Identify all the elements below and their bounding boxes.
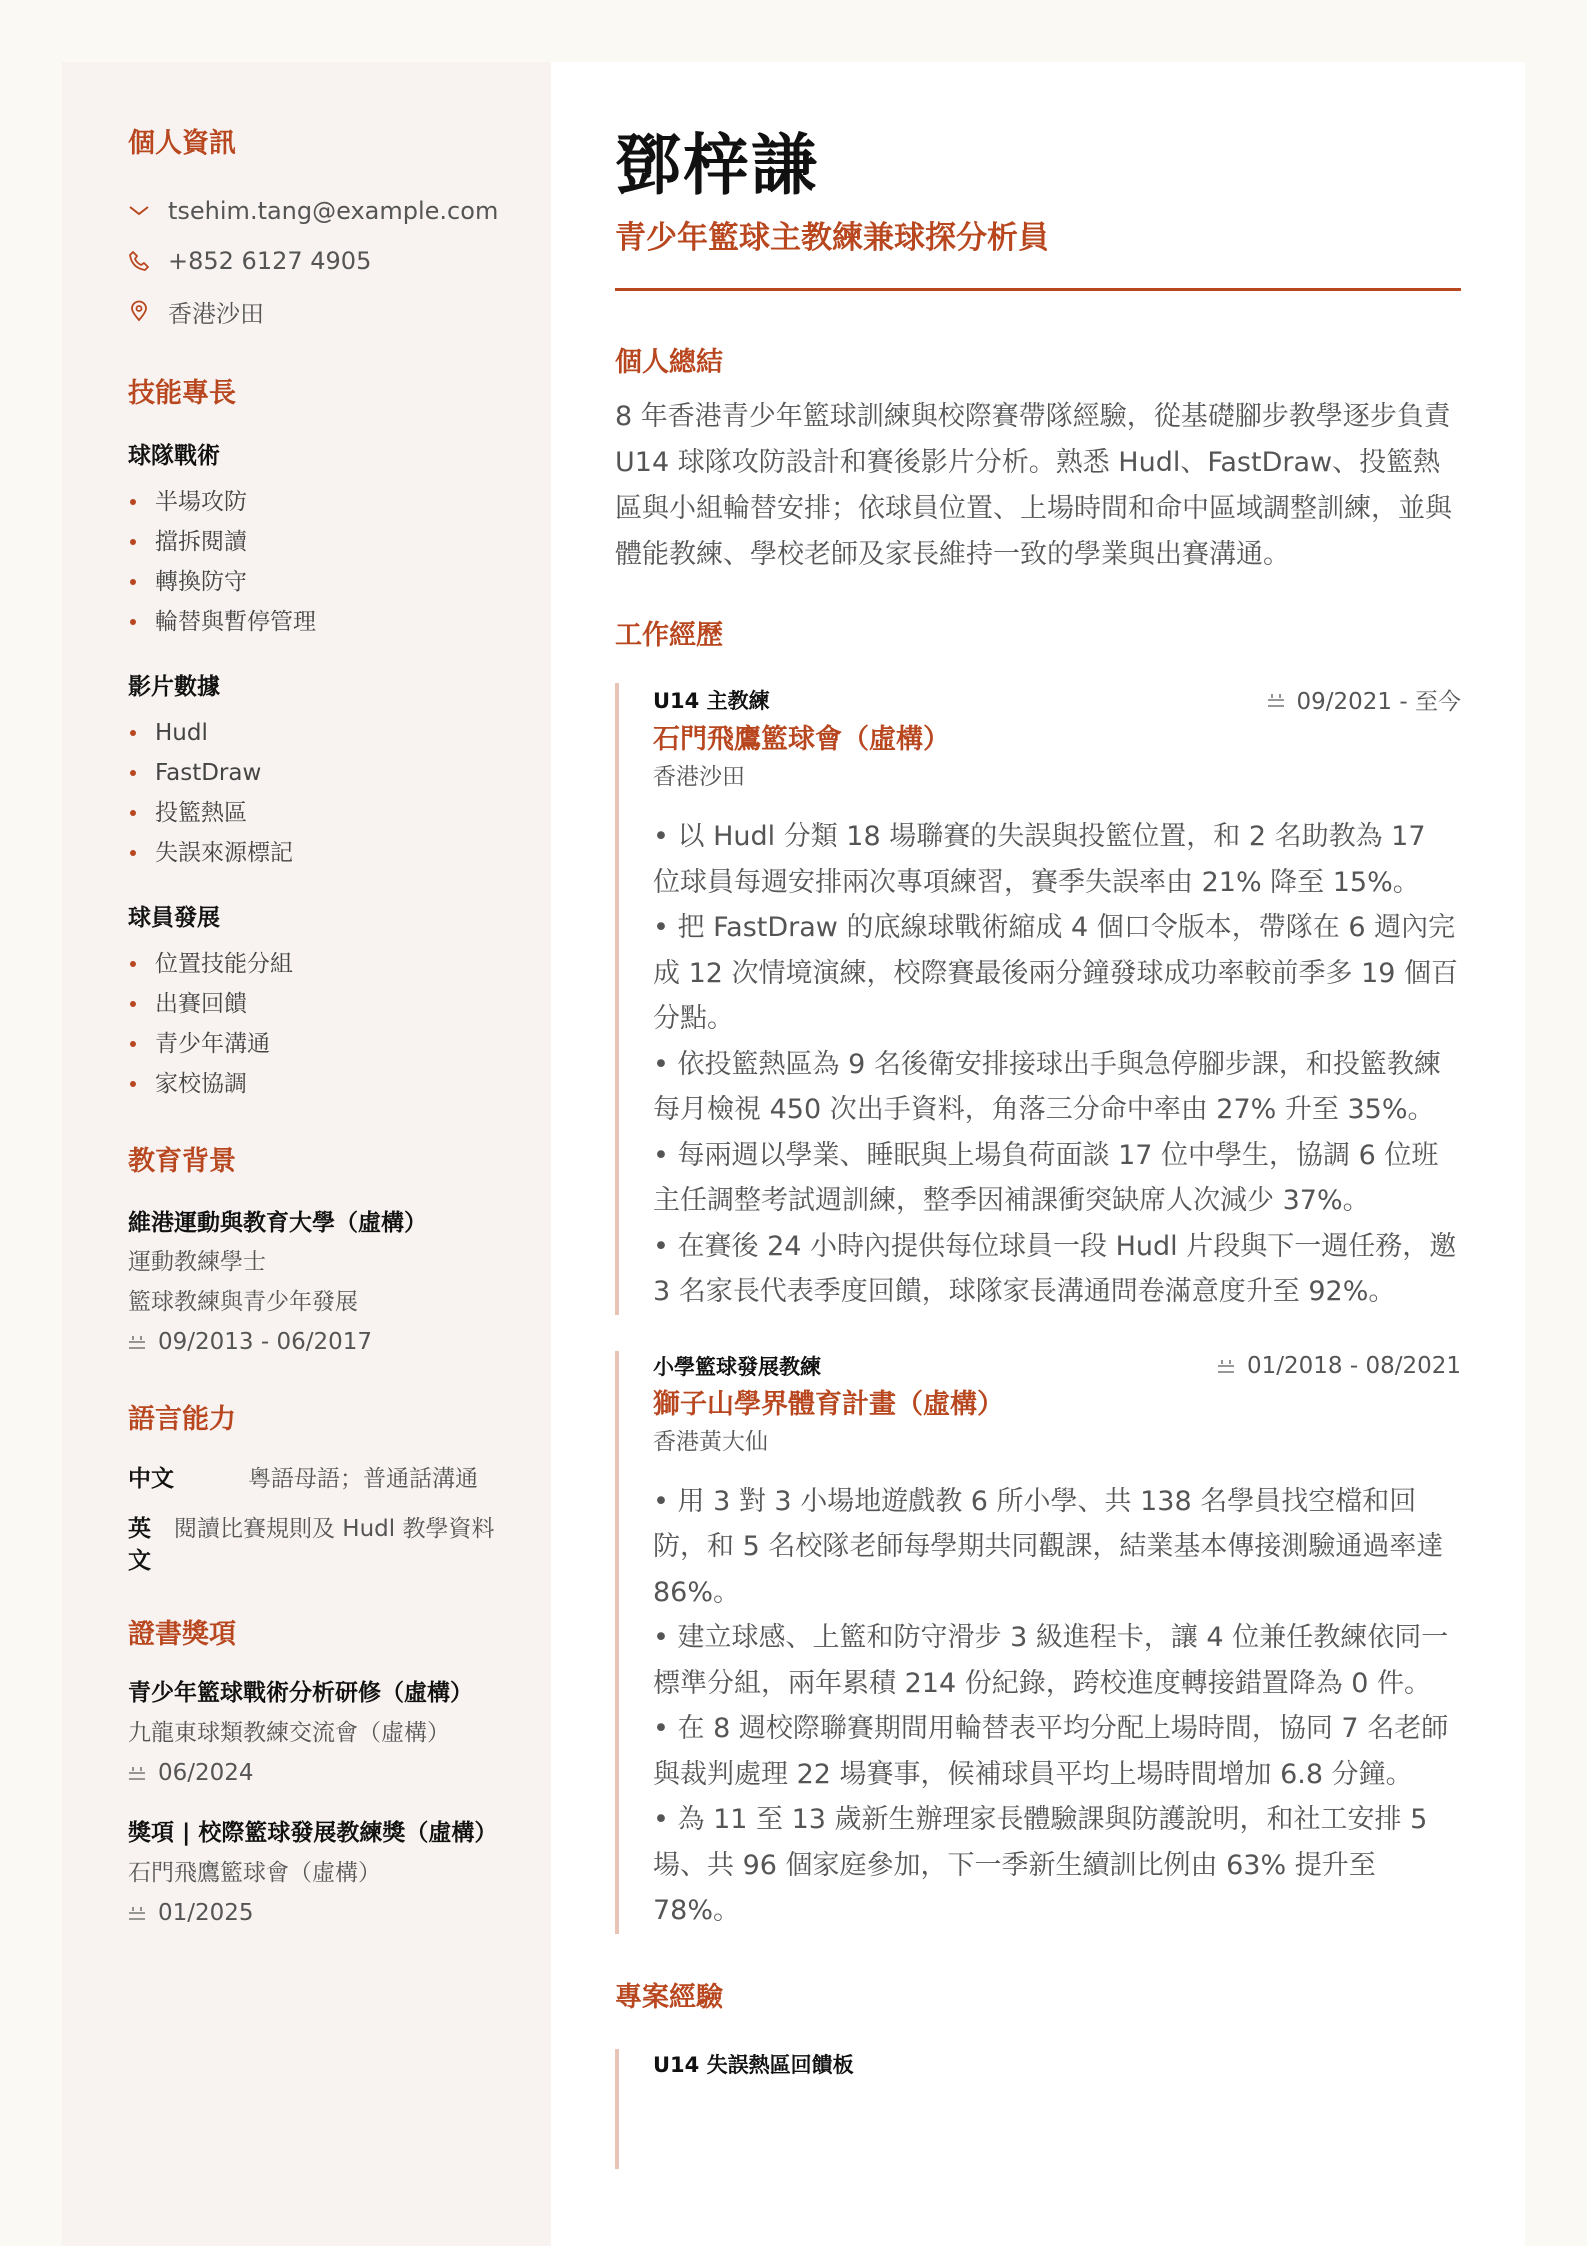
certificates-section <box>128 1619 511 1933</box>
education-dates <box>128 1322 511 1362</box>
calendar-icon <box>1217 1359 1235 1373</box>
phone-row[interactable] <box>128 236 511 286</box>
job-date-text: 01/2018 - 08/2021 <box>1246 1352 1461 1379</box>
project-title: U14 失誤熱區回饋板 <box>653 2052 854 2077</box>
job-bullet: • 為 11 至 13 歲新生辦理家長體驗課與防護說明，和社工安排 5 場、共 96 個家庭參加，下一季新生續訓比例由 63% 提升至 78%。 <box>653 1804 1428 1927</box>
language-desc: 閱讀比賽規則及 Hudl 教學資料 <box>174 1515 495 1542</box>
phone-text[interactable]: +852 6127 4905 <box>168 247 372 276</box>
header-divider <box>615 288 1461 291</box>
skill-group-title: 影片數據 <box>128 673 220 700</box>
phone-icon <box>128 250 150 272</box>
job-date-text: 09/2021 - 至今 <box>1296 689 1461 716</box>
certificate-item <box>128 1677 511 1793</box>
skill-item: 轉換防守 <box>128 562 511 602</box>
job-entry <box>615 1351 1461 1934</box>
certificates-heading: 證書獎項 <box>128 1618 236 1650</box>
job-role: U14 主教練 <box>653 688 770 713</box>
job-bullet: • 每兩週以學業、睡眠與上場負荷面談 17 位中學生，協調 6 位班主任調整考試週訓練，整季因補課衝突缺席人次減少 37%。 <box>653 1139 1439 1217</box>
skill-item: 出賽回饋 <box>128 984 511 1024</box>
project-entry <box>615 2049 1461 2169</box>
job-title: 青少年籃球主教練兼球探分析員 <box>615 219 1049 256</box>
skill-item: 半場攻防 <box>128 482 511 522</box>
job-bullet: • 以 Hudl 分類 18 場聯賽的失誤與投籃位置，和 2 名助教為 17 位球員每週安排兩次專項練習，賽季失誤率由 21% 降至 15%。 <box>653 821 1426 898</box>
job-organization: 獅子山學界體育計畫（虛構） <box>653 1388 1004 1420</box>
map-pin-icon <box>128 300 150 322</box>
skill-item: 青少年溝通 <box>128 1024 511 1064</box>
language-name: 英文 <box>128 1515 151 1574</box>
job-bullet: • 在 8 週校際聯賽期間用輪替表平均分配上場時間，協同 7 名老師與裁判處理 22 場賽事，候補球員平均上場時間增加 6.8 分鐘。 <box>653 1713 1449 1790</box>
skill-group <box>128 899 511 1104</box>
summary-text: 8 年香港青少年籃球訓練與校際賽帶隊經驗，從基礎腳步教學逐步負責 U14 球隊攻防設計和賽後影片分析。熟悉 Hudl、FastDraw、投籃熱區與小組輪替安排；依球員位置、上場時間和命中區域調整訓練，並與體能教練、學校老師及家長維持一致的學業與出賽溝通。 <box>615 401 1452 571</box>
job-date <box>1267 683 1461 716</box>
job-header <box>653 683 1461 716</box>
job-entry <box>615 683 1461 1315</box>
school-name: 維港運動與教育大學（虛構） <box>128 1210 427 1237</box>
skill-item: 擋拆閱讀 <box>128 522 511 562</box>
mail-icon <box>128 200 150 222</box>
job-location: 香港沙田 <box>653 764 745 791</box>
certificate-title: 獎項 | 校際籃球發展教練獎（虛構） <box>128 1819 498 1846</box>
location-text: 香港沙田 <box>168 299 264 328</box>
calendar-icon <box>128 1335 146 1349</box>
languages-heading: 語言能力 <box>128 1404 236 1436</box>
major: 籃球教練與青少年發展 <box>128 1289 358 1316</box>
job-bullets <box>653 1479 1461 1934</box>
degree: 運動教練學士 <box>128 1249 266 1276</box>
certificate-date-text: 06/2024 <box>158 1759 254 1786</box>
email-row[interactable] <box>128 186 511 236</box>
skill-item: 家校協調 <box>128 1064 511 1104</box>
languages-section <box>128 1404 511 1576</box>
skill-item: 失誤來源標記 <box>128 833 511 873</box>
certificate-issuer: 九龍東球類教練交流會（虛構） <box>128 1719 450 1746</box>
sidebar <box>62 62 551 2246</box>
personal-info-heading: 個人資訊 <box>128 128 236 159</box>
skill-group-title: 球隊戰術 <box>128 442 220 469</box>
job-organization: 石門飛鷹籃球會（虛構） <box>653 724 950 756</box>
skill-group <box>128 437 511 642</box>
language-desc: 粵語母語；普通話溝通 <box>248 1465 478 1492</box>
skills-heading: 技能專長 <box>128 378 236 410</box>
email-text[interactable]: tsehim.tang@example.com <box>168 197 499 226</box>
skill-group-title: 球員發展 <box>128 904 220 931</box>
skill-group <box>128 668 511 873</box>
skill-item: 投籃熱區 <box>128 793 511 833</box>
certificate-issuer: 石門飛鷹籃球會（虛構） <box>128 1859 381 1886</box>
skill-item: 輪替與暫停管理 <box>128 602 511 642</box>
certificate-date <box>128 1753 511 1793</box>
job-header <box>653 1351 1461 1381</box>
job-bullet: • 用 3 對 3 小場地遊戲教 6 所小學、共 138 名學員找空檔和回防，和 5 名校隊老師每學期共同觀課，結業基本傳接測驗通過率達 86%。 <box>653 1485 1444 1608</box>
job-location: 香港黃大仙 <box>653 1428 768 1455</box>
main-content <box>615 128 1461 2169</box>
skill-item: Hudl <box>128 713 511 753</box>
job-bullet: • 把 FastDraw 的底線球戰術縮成 4 個口令版本，帶隊在 6 週內完成 12 次情境演練，校際賽最後兩分鐘發球成功率較前季多 19 個百分點。 <box>653 912 1459 1035</box>
language-row <box>128 1463 511 1495</box>
job-date <box>1217 1353 1461 1379</box>
calendar-icon <box>1267 693 1285 707</box>
summary-heading: 個人總結 <box>615 347 723 379</box>
location-row <box>128 286 511 336</box>
resume-page <box>62 62 1525 2246</box>
calendar-icon <box>128 1766 146 1780</box>
certificate-title: 青少年籃球戰術分析研修（虛構） <box>128 1679 473 1706</box>
job-role: 小學籃球發展教練 <box>653 1354 821 1379</box>
project-heading: 專案經驗 <box>615 1981 723 2013</box>
calendar-icon <box>128 1906 146 1920</box>
education-section <box>128 1146 511 1362</box>
education-date-text: 09/2013 - 06/2017 <box>158 1329 373 1356</box>
job-bullet: • 依投籃熱區為 9 名後衛安排接球出手與急停腳步課，和投籃教練每月檢視 450 次出手資料，角落三分命中率由 27% 升至 35%。 <box>653 1048 1441 1126</box>
candidate-name: 鄧梓謙 <box>615 127 819 204</box>
personal-info-section <box>128 128 511 336</box>
certificate-date-text: 01/2025 <box>158 1899 254 1926</box>
job-bullet: • 在賽後 24 小時內提供每位球員一段 Hudl 片段與下一週任務，邀 3 名家長代表季度回饋，球隊家長溝通問卷滿意度升至 92%。 <box>653 1230 1457 1308</box>
job-bullets <box>653 814 1461 1315</box>
certificate-item <box>128 1817 511 1933</box>
certificate-date <box>128 1893 511 1933</box>
work-heading: 工作經歷 <box>615 620 723 652</box>
job-bullet: • 建立球感、上籃和防守滑步 3 級進程卡，讓 4 位兼任教練依同一標準分組，兩年累積 214 份紀錄，跨校進度轉接錯置降為 0 件。 <box>653 1622 1449 1699</box>
education-heading: 教育背景 <box>128 1145 236 1177</box>
skill-item: 位置技能分組 <box>128 944 511 984</box>
skills-section <box>128 378 511 1103</box>
language-row <box>128 1513 511 1577</box>
language-name: 中文 <box>128 1465 174 1492</box>
skill-item: FastDraw <box>128 753 511 793</box>
